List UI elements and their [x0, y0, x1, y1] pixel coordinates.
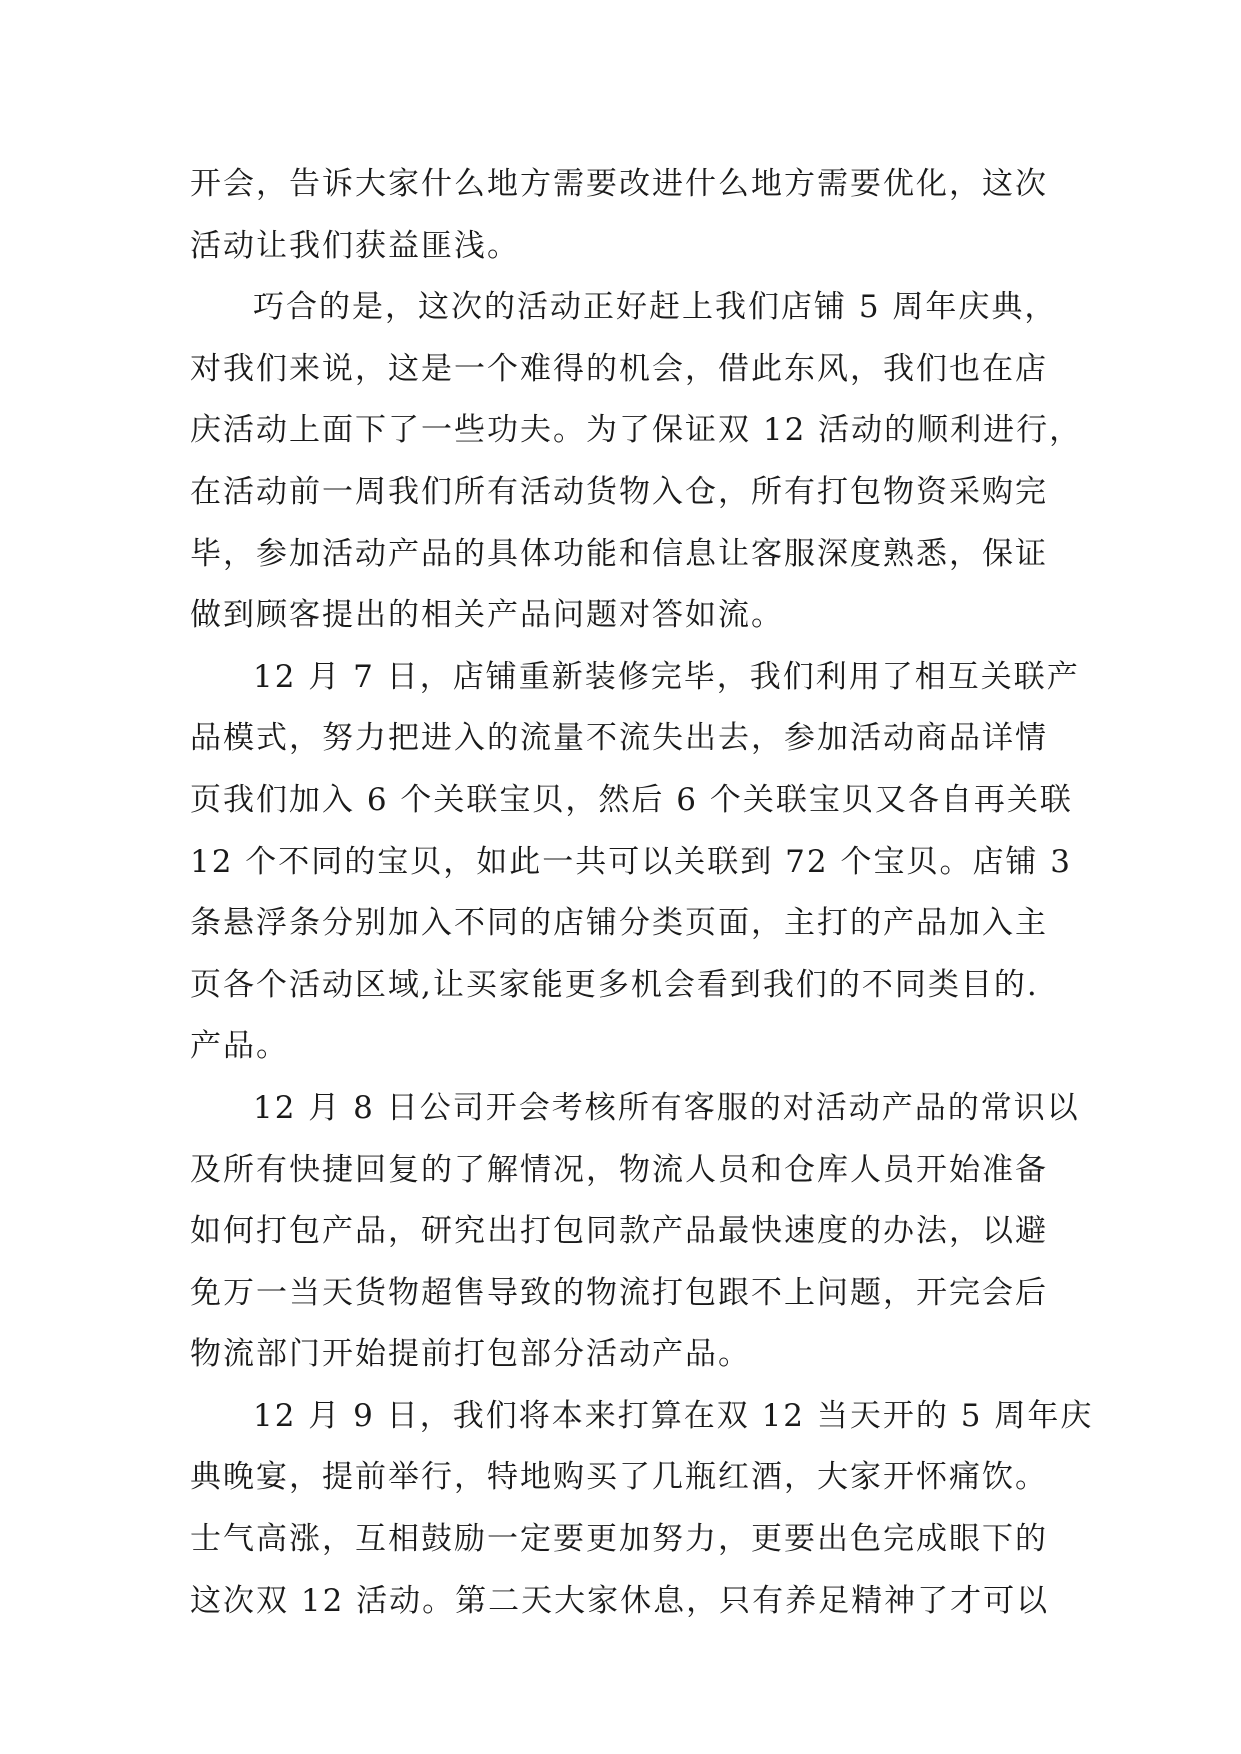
text-line: 12 个不同的宝贝，如此一共可以关联到 72 个宝贝。店铺 3	[190, 843, 1073, 880]
text-line: 物流部门开始提前打包部分活动产品。	[190, 1336, 751, 1373]
text-line: 免万一当天货物超售导致的物流打包跟不上问题，开完会后	[190, 1274, 1048, 1311]
text-line: 对我们来说，这是一个难得的机会，借此东风，我们也在店	[190, 350, 1048, 387]
text-line: 做到顾客提出的相关产品问题对答如流。	[190, 597, 784, 634]
body-text	[190, 154, 1094, 1632]
text-line: 条悬浮条分别加入不同的店铺分类页面，主打的产品加入主	[190, 905, 1048, 942]
text-line: 页各个活动区域,让买家能更多机会看到我们的不同类目的.	[190, 966, 1039, 1003]
paragraph-first-line: 12 月 7 日，店铺重新装修完毕，我们利用了相互关联产	[253, 658, 1080, 695]
text-line: 在活动前一周我们所有活动货物入仓，所有打包物资采购完	[190, 473, 1048, 510]
text-line: 典晚宴，提前举行，特地购买了几瓶红酒，大家开怀痛饮。	[190, 1459, 1048, 1496]
text-line: 及所有快捷回复的了解情况，物流人员和仓库人员开始准备	[190, 1151, 1048, 1188]
text-line: 品模式，努力把进入的流量不流失出去，参加活动商品详情	[190, 720, 1048, 757]
paragraph-first-line: 12 月 9 日，我们将本来打算在双 12 当天开的 5 周年庆	[253, 1397, 1094, 1434]
paragraph-first-line: 12 月 8 日公司开会考核所有客服的对活动产品的常识以	[253, 1089, 1080, 1126]
text-line: 这次双 12 活动。第二天大家休息，只有养足精神了才可以	[190, 1582, 1050, 1619]
text-line: 如何打包产品，研究出打包同款产品最快速度的办法，以避	[190, 1213, 1048, 1250]
text-line: 产品。	[190, 1028, 289, 1065]
text-line: 页我们加入 6 个关联宝贝，然后 6 个关联宝贝又各自再关联	[190, 781, 1073, 818]
text-line: 活动让我们获益匪浅。	[190, 227, 520, 264]
text-line: 开会，告诉大家什么地方需要改进什么地方需要优化，这次	[190, 166, 1048, 202]
paragraph-first-line: 巧合的是，这次的活动正好赶上我们店铺 5 周年庆典，	[253, 289, 1058, 326]
text-line: 庆活动上面下了一些功夫。为了保证双 12 活动的顺利进行，	[190, 412, 1083, 449]
text-line: 士气高涨，互相鼓励一定要更加努力，更要出色完成眼下的	[190, 1521, 1048, 1558]
text-line: 毕，参加活动产品的具体功能和信息让客服深度熟悉，保证	[190, 535, 1048, 572]
